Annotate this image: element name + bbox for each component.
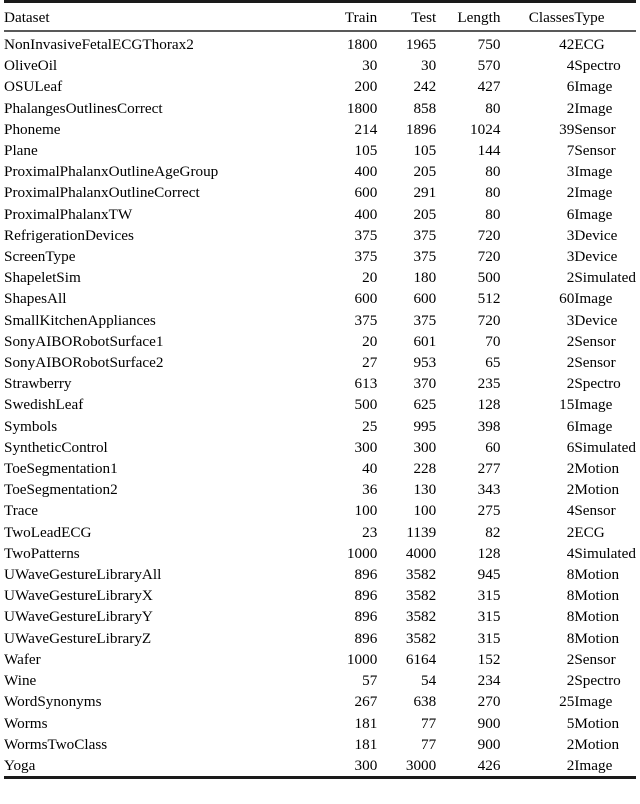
cell-test: 1139	[406, 523, 437, 541]
cell-length: 315	[477, 587, 501, 605]
cell-test: 30	[421, 57, 437, 75]
cell-length: 80	[485, 184, 501, 202]
cell-length: 720	[477, 226, 501, 244]
cell-train: 36	[362, 481, 378, 499]
cell-classes: 8	[566, 608, 575, 626]
cell-test: 100	[413, 502, 437, 520]
cell-test: 205	[413, 205, 437, 223]
cell-classes: 39	[559, 120, 575, 138]
cell-type: Motion	[574, 481, 620, 499]
cell-classes: 8	[566, 587, 575, 605]
cell-train: 375	[354, 226, 378, 244]
cell-length: 80	[485, 205, 501, 223]
cell-classes: 2	[566, 269, 575, 287]
cell-test: 4000	[405, 544, 437, 562]
cell-type: Simulated	[574, 438, 636, 456]
cell-length: 152	[477, 650, 501, 668]
cell-test: 601	[413, 332, 437, 350]
cell-dataset: OSULeaf	[4, 78, 63, 96]
cell-train: 896	[354, 629, 378, 647]
cell-dataset: Worms	[4, 714, 48, 732]
cell-length: 65	[485, 354, 501, 372]
cell-dataset: NonInvasiveFetalECGThorax2	[4, 36, 194, 53]
table-row	[4, 246, 636, 267]
cell-type: Motion	[574, 735, 620, 753]
table-row	[4, 564, 636, 585]
cell-type: ECG	[574, 36, 605, 53]
table-row	[4, 161, 636, 182]
column-header-train: Train	[344, 8, 378, 26]
cell-type: Sensor	[574, 502, 616, 520]
cell-test: 638	[413, 693, 437, 711]
cell-classes: 2	[566, 672, 575, 690]
cell-test: 953	[413, 354, 437, 372]
cell-length: 570	[477, 57, 501, 75]
cell-test: 205	[413, 163, 437, 181]
cell-type: ECG	[574, 523, 605, 541]
cell-test: 375	[413, 311, 437, 329]
table-row	[4, 691, 636, 712]
cell-train: 300	[354, 438, 378, 456]
table-row	[4, 140, 636, 161]
cell-type: Image	[574, 78, 613, 96]
cell-test: 6164	[405, 650, 437, 668]
table-row	[4, 500, 636, 521]
cell-test: 77	[421, 735, 437, 753]
cell-length: 60	[485, 438, 501, 456]
cell-dataset: ProximalPhalanxOutlineAgeGroup	[4, 163, 219, 181]
cell-train: 1000	[346, 544, 378, 562]
cell-classes: 25	[559, 693, 575, 711]
cell-train: 613	[354, 375, 378, 393]
cell-train: 600	[354, 184, 378, 202]
cell-length: 128	[477, 396, 501, 414]
cell-train: 500	[354, 396, 378, 414]
cell-classes: 2	[566, 184, 575, 202]
cell-train: 400	[354, 205, 378, 223]
cell-dataset: SonyAIBORobotSurface2	[4, 354, 164, 372]
cell-classes: 6	[566, 417, 575, 435]
cell-test: 242	[413, 78, 437, 96]
table-row	[4, 98, 636, 119]
cell-test: 1896	[405, 120, 437, 138]
cell-type: Image	[574, 184, 613, 202]
cell-classes: 3	[566, 163, 575, 181]
cell-dataset: SonyAIBORobotSurface1	[4, 332, 164, 350]
cell-length: 277	[477, 460, 501, 478]
cell-length: 315	[477, 608, 501, 626]
cell-type: Motion	[574, 608, 620, 626]
table-row	[4, 32, 636, 55]
cell-type: Image	[574, 396, 613, 414]
cell-test: 3000	[405, 756, 437, 774]
cell-classes: 6	[566, 205, 575, 223]
column-header-test: Test	[411, 8, 437, 26]
cell-train: 375	[354, 311, 378, 329]
table-row	[4, 585, 636, 606]
cell-test: 180	[413, 269, 437, 287]
cell-train: 375	[354, 248, 378, 266]
cell-dataset: UWaveGestureLibraryY	[4, 608, 153, 626]
cell-type: Sensor	[574, 354, 616, 372]
cell-dataset: Plane	[4, 142, 38, 160]
cell-dataset: PhalangesOutlinesCorrect	[4, 99, 163, 117]
cell-train: 181	[354, 735, 378, 753]
table-row	[4, 352, 636, 373]
cell-dataset: UWaveGestureLibraryAll	[4, 566, 162, 584]
cell-dataset: ShapeletSim	[4, 269, 81, 287]
table-row	[4, 628, 636, 649]
cell-dataset: ProximalPhalanxTW	[4, 205, 133, 223]
cell-dataset: ToeSegmentation2	[4, 481, 118, 499]
cell-classes: 4	[566, 57, 575, 75]
cell-train: 30	[362, 57, 378, 75]
cell-train: 400	[354, 163, 378, 181]
cell-train: 1800	[346, 99, 378, 117]
cell-classes: 3	[566, 226, 575, 244]
cell-type: Simulated	[574, 269, 636, 287]
table-row	[4, 310, 636, 331]
table-row	[4, 373, 636, 394]
cell-classes: 2	[566, 332, 575, 350]
cell-classes: 2	[566, 735, 575, 753]
cell-classes: 3	[566, 311, 575, 329]
cell-dataset: Wine	[4, 672, 37, 690]
cell-train: 896	[354, 608, 378, 626]
cell-classes: 2	[566, 756, 575, 774]
cell-train: 105	[354, 142, 378, 160]
cell-dataset: Yoga	[4, 756, 36, 774]
cell-train: 20	[362, 332, 378, 350]
cell-classes: 2	[566, 460, 575, 478]
cell-train: 1800	[346, 36, 378, 53]
cell-length: 750	[477, 36, 501, 53]
cell-train: 40	[362, 460, 378, 478]
table-footer	[4, 776, 636, 779]
cell-train: 1000	[346, 650, 378, 668]
cell-type: Device	[574, 226, 618, 244]
cell-classes: 6	[566, 438, 575, 456]
table-row	[4, 394, 636, 415]
table-row	[4, 416, 636, 437]
cell-train: 100	[354, 502, 378, 520]
cell-test: 291	[413, 184, 437, 202]
table-row	[4, 437, 636, 458]
table-row	[4, 522, 636, 543]
cell-train: 896	[354, 587, 378, 605]
cell-type: Image	[574, 163, 613, 181]
cell-length: 426	[477, 756, 501, 774]
table-row	[4, 713, 636, 734]
cell-dataset: Strawberry	[4, 375, 72, 393]
cell-length: 80	[485, 99, 501, 117]
cell-test: 600	[413, 290, 437, 308]
table-row	[4, 543, 636, 564]
cell-test: 300	[413, 438, 437, 456]
cell-dataset: Phoneme	[4, 120, 61, 138]
cell-dataset: UWaveGestureLibraryX	[4, 587, 153, 605]
cell-length: 512	[477, 290, 501, 308]
table-row	[4, 670, 636, 691]
cell-classes: 2	[566, 650, 575, 668]
table-rule-bottom	[4, 776, 636, 779]
cell-dataset: Symbols	[4, 417, 58, 435]
cell-classes: 2	[566, 523, 575, 541]
table-row	[4, 55, 636, 76]
cell-train: 181	[354, 714, 378, 732]
cell-test: 54	[421, 672, 437, 690]
cell-test: 3582	[405, 629, 437, 647]
cell-type: Image	[574, 756, 613, 774]
column-header-length: Length	[457, 8, 501, 26]
cell-dataset: ProximalPhalanxOutlineCorrect	[4, 184, 200, 202]
cell-classes: 8	[566, 629, 575, 647]
cell-test: 105	[413, 142, 437, 160]
table-row	[4, 119, 636, 140]
cell-type: Image	[574, 417, 613, 435]
cell-test: 370	[413, 375, 437, 393]
cell-type: Motion	[574, 714, 620, 732]
cell-length: 343	[477, 481, 501, 499]
cell-type: Image	[574, 290, 613, 308]
cell-type: Device	[574, 311, 618, 329]
cell-train: 214	[354, 120, 378, 138]
cell-dataset: Wafer	[4, 650, 41, 668]
cell-type: Image	[574, 693, 613, 711]
cell-train: 27	[362, 354, 378, 372]
column-header-dataset: Dataset	[4, 8, 50, 26]
cell-length: 945	[477, 566, 501, 584]
table-row	[4, 182, 636, 203]
cell-classes: 2	[566, 99, 575, 117]
cell-length: 234	[477, 672, 501, 690]
cell-dataset: WormsTwoClass	[4, 735, 108, 753]
cell-length: 398	[477, 417, 501, 435]
cell-dataset: SmallKitchenAppliances	[4, 311, 156, 329]
cell-type: Motion	[574, 587, 620, 605]
cell-test: 3582	[405, 566, 437, 584]
table-row	[4, 331, 636, 352]
cell-test: 375	[413, 226, 437, 244]
cell-test: 228	[413, 460, 437, 478]
cell-test: 1965	[405, 36, 437, 53]
column-header-type: Type	[574, 8, 605, 26]
cell-classes: 2	[566, 354, 575, 372]
cell-classes: 4	[566, 544, 575, 562]
cell-type: Motion	[574, 460, 620, 478]
cell-type: Image	[574, 205, 613, 223]
cell-classes: 2	[566, 481, 575, 499]
cell-length: 427	[477, 78, 501, 96]
cell-length: 82	[485, 523, 501, 541]
cell-train: 600	[354, 290, 378, 308]
cell-type: Sensor	[574, 650, 616, 668]
cell-dataset: WordSynonyms	[4, 693, 102, 711]
cell-train: 896	[354, 566, 378, 584]
cell-type: Motion	[574, 629, 620, 647]
cell-type: Sensor	[574, 120, 616, 138]
cell-length: 128	[477, 544, 501, 562]
cell-dataset: SwedishLeaf	[4, 396, 84, 414]
table-row	[4, 458, 636, 479]
cell-type: Image	[574, 99, 613, 117]
cell-classes: 8	[566, 566, 575, 584]
cell-dataset: ScreenType	[4, 248, 76, 266]
cell-test: 3582	[405, 608, 437, 626]
cell-dataset: UWaveGestureLibraryZ	[4, 629, 152, 647]
cell-test: 130	[413, 481, 437, 499]
cell-length: 235	[477, 375, 501, 393]
cell-dataset: TwoPatterns	[4, 544, 80, 562]
cell-type: Device	[574, 248, 618, 266]
cell-length: 270	[477, 693, 501, 711]
cell-length: 144	[477, 142, 501, 160]
cell-type: Spectro	[574, 57, 621, 75]
cell-length: 720	[477, 311, 501, 329]
table-header-row	[4, 3, 636, 30]
cell-type: Sensor	[574, 332, 616, 350]
table-row	[4, 267, 636, 288]
cell-classes: 42	[559, 36, 575, 53]
cell-dataset: RefrigerationDevices	[4, 226, 134, 244]
cell-train: 300	[354, 756, 378, 774]
cell-test: 3582	[405, 587, 437, 605]
table-row	[4, 606, 636, 627]
cell-classes: 7	[566, 142, 575, 160]
cell-dataset: OliveOil	[4, 57, 58, 75]
table-body	[4, 32, 636, 776]
cell-length: 720	[477, 248, 501, 266]
cell-classes: 6	[566, 78, 575, 96]
cell-test: 375	[413, 248, 437, 266]
cell-type: Simulated	[574, 544, 636, 562]
cell-type: Sensor	[574, 142, 616, 160]
cell-train: 200	[354, 78, 378, 96]
cell-length: 70	[485, 332, 501, 350]
cell-length: 900	[477, 735, 501, 753]
cell-train: 20	[362, 269, 378, 287]
cell-length: 900	[477, 714, 501, 732]
cell-test: 625	[413, 396, 437, 414]
dataset-table	[4, 0, 636, 779]
table-row	[4, 76, 636, 97]
table-row	[4, 204, 636, 225]
cell-classes: 4	[566, 502, 575, 520]
table-header	[4, 0, 636, 32]
cell-train: 23	[362, 523, 378, 541]
cell-train: 25	[362, 417, 378, 435]
cell-classes: 5	[566, 714, 575, 732]
cell-type: Spectro	[574, 672, 621, 690]
cell-type: Motion	[574, 566, 620, 584]
cell-train: 267	[354, 693, 378, 711]
cell-train: 57	[362, 672, 378, 690]
rule-bottom-line	[4, 776, 636, 779]
cell-length: 315	[477, 629, 501, 647]
table-row	[4, 225, 636, 246]
cell-dataset: ToeSegmentation1	[4, 460, 118, 478]
cell-test: 858	[413, 99, 437, 117]
table-row	[4, 755, 636, 776]
cell-length: 275	[477, 502, 501, 520]
cell-test: 995	[413, 417, 437, 435]
cell-length: 1024	[470, 120, 501, 138]
column-header-classes: Classes	[528, 8, 575, 26]
table-row	[4, 649, 636, 670]
cell-length: 80	[485, 163, 501, 181]
cell-classes: 3	[566, 248, 575, 266]
cell-dataset: ShapesAll	[4, 290, 67, 308]
cell-dataset: Trace	[4, 502, 39, 520]
cell-classes: 60	[559, 290, 575, 308]
table-row	[4, 479, 636, 500]
table-row	[4, 734, 636, 755]
cell-type: Spectro	[574, 375, 621, 393]
cell-dataset: SyntheticControl	[4, 438, 108, 456]
cell-classes: 15	[559, 396, 575, 414]
cell-length: 500	[477, 269, 501, 287]
cell-classes: 2	[566, 375, 575, 393]
table-row	[4, 288, 636, 309]
cell-test: 77	[421, 714, 437, 732]
cell-dataset: TwoLeadECG	[4, 523, 92, 541]
